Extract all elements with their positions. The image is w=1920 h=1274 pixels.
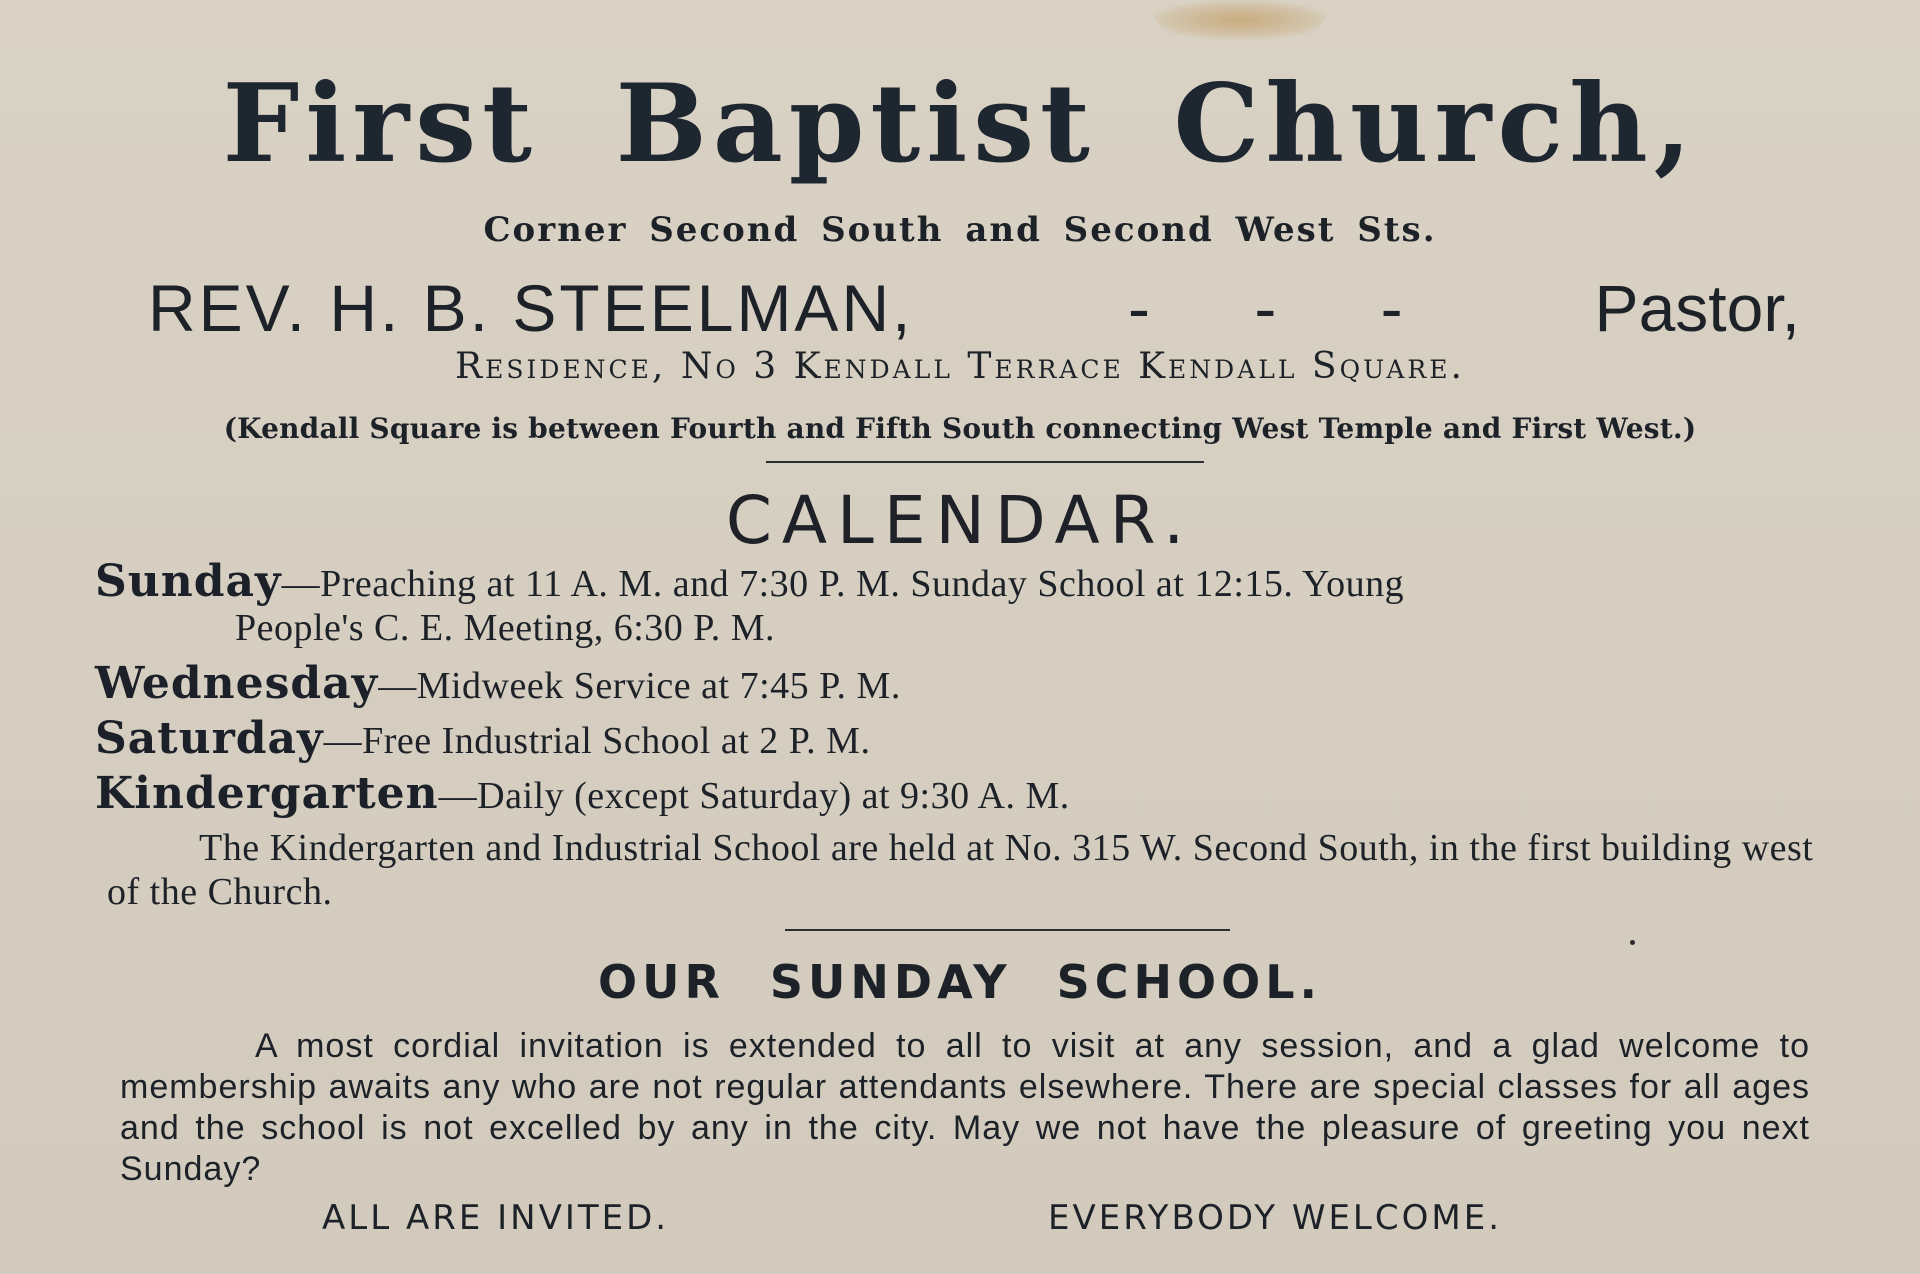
pastor-line <box>148 268 1800 348</box>
sunday-school-invitation: A most cordial invitation is extended to all to visit at any session, and a glad welcome to membership awaits any who are not regular attendants elsewhere. There are special classes for all ages and the school is not excelled by any in the city. May we not have the pleasure of greeting you next Sunday? <box>120 1027 1810 1188</box>
calendar-day: Kindergarten <box>95 768 439 819</box>
pastor-title: Pastor, <box>1594 271 1800 345</box>
calendar-text: —Midweek Service at 7:45 P. M. <box>378 665 901 707</box>
footer-everybody-welcome: EVERYBODY WELCOME. <box>1048 1198 1502 1238</box>
church-address: Corner Second South and Second West Sts. <box>483 210 1437 250</box>
pastor-dashes: - - - <box>1128 271 1403 345</box>
calendar-text: —Daily (except Saturday) at 9:30 A. M. <box>438 775 1070 817</box>
divider-rule <box>766 461 1204 463</box>
calendar-heading: CALENDAR. <box>725 482 1195 559</box>
pastor-residence: Residence, No 3 Kendall Terrace Kendall Square. <box>455 346 1465 387</box>
pastor-name: REV. H. B. STEELMAN, <box>148 271 914 345</box>
divider-rule <box>785 929 1230 931</box>
footer-all-invited: ALL ARE INVITED. <box>322 1198 670 1238</box>
calendar-entry-kindergarten <box>95 768 1840 819</box>
calendar-entry-wednesday <box>95 658 1840 709</box>
calendar-text: —Preaching at 11 A. M. and 7:30 P. M. Sunday School at 12:15. Young <box>281 563 1405 605</box>
calendar-text-continuation: People's C. E. Meeting, 6:30 P. M. <box>235 607 776 649</box>
calendar-location-note: The Kindergarten and Industrial School are held at No. 315 W. Second South, in the first building west of the Church. <box>107 827 1814 913</box>
calendar-entry-saturday <box>95 713 1840 764</box>
sunday-school-heading: OUR SUNDAY SCHOOL. <box>598 955 1322 1009</box>
church-title: First Baptist Church, <box>222 61 1698 187</box>
paper-speck <box>1630 940 1635 945</box>
calendar-day: Saturday <box>95 713 324 764</box>
paper-stain <box>1150 0 1330 40</box>
residence-directions: (Kendall Square is between Fourth and Fifth South connecting West Temple and First West.) <box>223 412 1697 445</box>
calendar-day: Sunday <box>95 556 282 607</box>
calendar-day: Wednesday <box>95 658 379 709</box>
calendar-text: —Free Industrial School at 2 P. M. <box>323 720 871 762</box>
calendar-entry-sunday <box>95 556 1840 650</box>
